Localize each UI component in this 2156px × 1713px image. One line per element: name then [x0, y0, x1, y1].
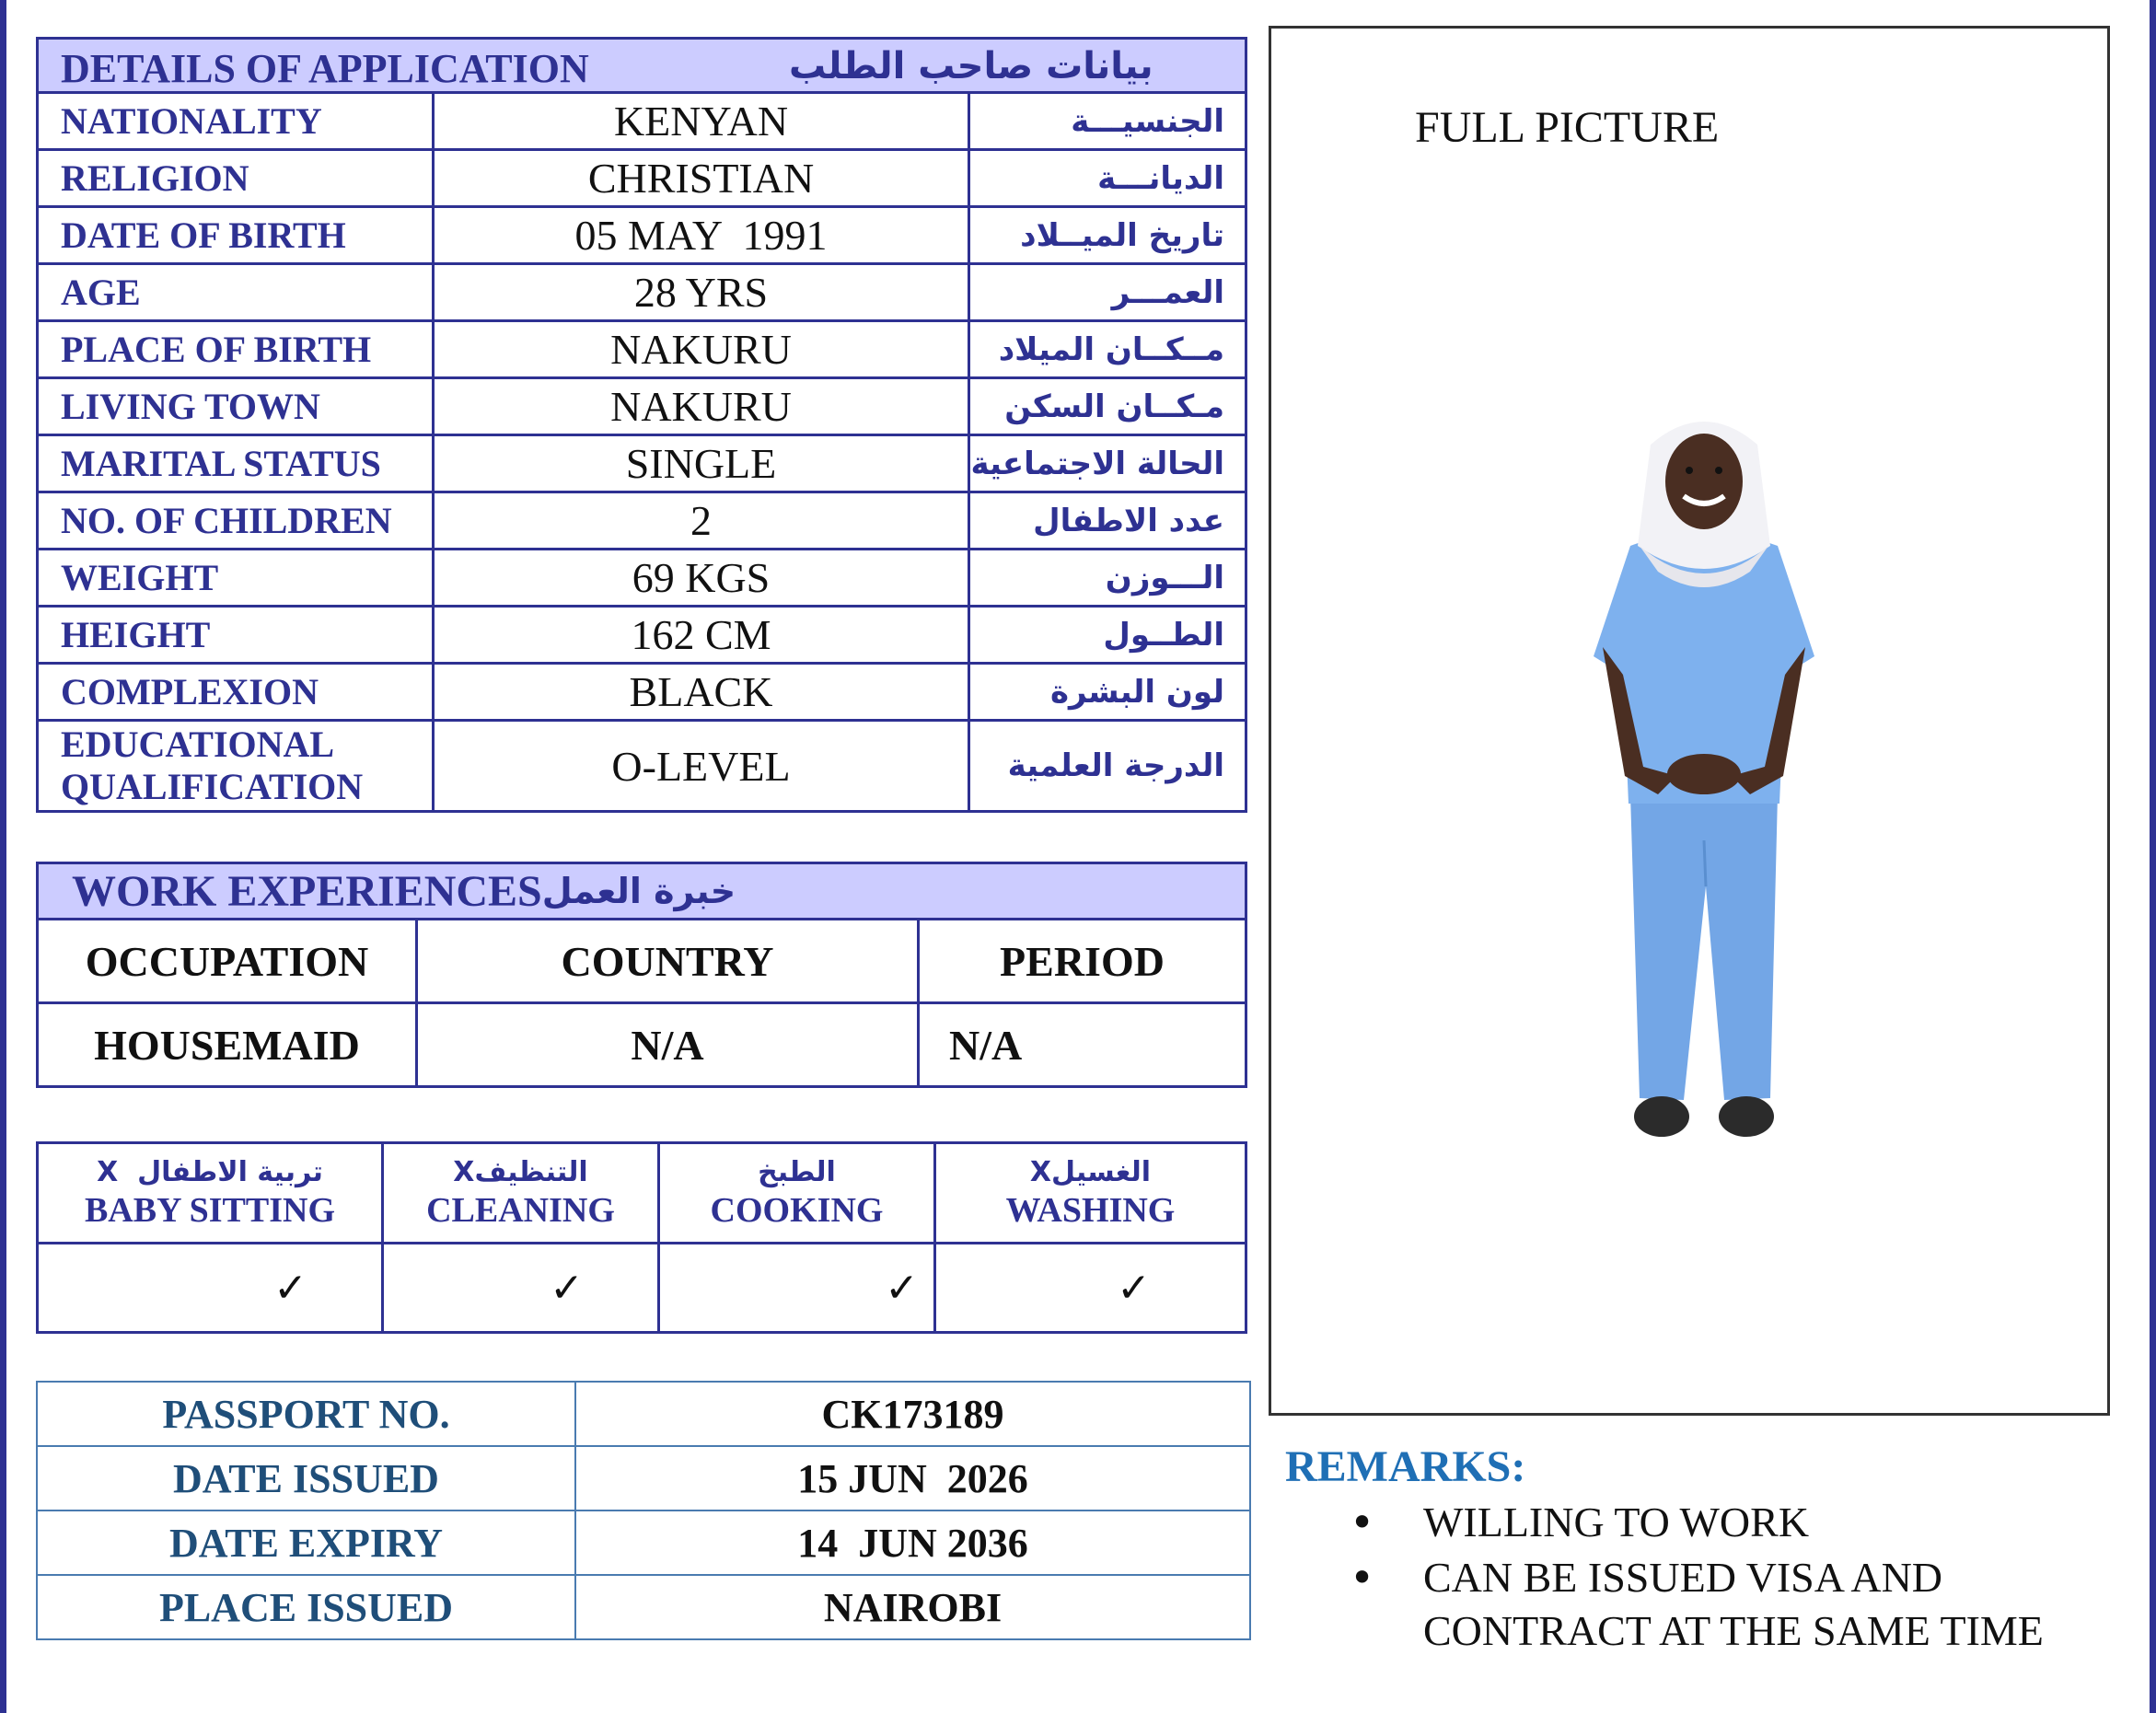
details-row-height — [39, 608, 1245, 665]
skill-cleaning — [384, 1144, 660, 1242]
details-row-place-of-birth — [39, 322, 1245, 379]
occupation-value: HOUSEMAID — [39, 1004, 418, 1085]
skill-label-ar: الطبخ — [758, 1155, 836, 1188]
passport-value: 15 JUN 2026 — [797, 1455, 1028, 1501]
details-row-religion — [39, 151, 1245, 208]
row-label-ar: الجنسيـــة — [1071, 102, 1224, 140]
period-header: PERIOD — [1000, 937, 1165, 985]
row-label-ar: الدرجة العلمية — [1007, 747, 1224, 784]
left-page-border — [0, 0, 6, 1713]
row-label-ar: الـــوزن — [1105, 559, 1224, 596]
skills-header-row — [39, 1144, 1245, 1244]
row-label-ar: لون البشرة — [1049, 673, 1224, 711]
details-row-age — [39, 265, 1245, 322]
row-value: 28 YRS — [435, 265, 970, 319]
row-label: NATIONALITY — [39, 94, 435, 148]
row-label: NO. OF CHILDREN — [39, 493, 435, 548]
details-row-living-town — [39, 379, 1245, 436]
country-header: COUNTRY — [418, 920, 920, 1001]
row-label-ar: مـكــان السكن — [1004, 388, 1224, 425]
occupation-header: OCCUPATION — [39, 920, 418, 1001]
row-label: LIVING TOWN — [39, 379, 435, 434]
row-value: 69 KGS — [435, 550, 970, 605]
right-page-border — [2150, 0, 2156, 1713]
row-label: HEIGHT — [39, 608, 435, 662]
checkmark-icon: ✓ — [660, 1244, 936, 1331]
country-value: N/A — [418, 1004, 920, 1085]
details-table — [36, 37, 1247, 813]
row-value: SINGLE — [435, 436, 970, 491]
row-label-ar: الحالة الاجتماعية — [970, 445, 1224, 482]
passport-value: NAIROBI — [823, 1584, 1003, 1630]
skill-baby-sitting — [39, 1144, 384, 1242]
full-picture-box — [1269, 26, 2110, 1416]
row-label-ar: الديانـــة — [1097, 159, 1224, 197]
full-picture-label: FULL PICTURE — [1415, 103, 1720, 152]
details-row-marital-status — [39, 436, 1245, 493]
details-header — [39, 40, 1245, 94]
row-label: WEIGHT — [39, 550, 435, 605]
row-label-ar: الطــول — [1103, 616, 1224, 654]
row-label: MARITAL STATUS — [39, 436, 435, 491]
person-photo — [1566, 408, 1842, 1172]
details-title-ar: بيانات صاحب الطلب — [789, 45, 1153, 87]
row-value: NAKURU — [435, 322, 970, 376]
details-title-en: DETAILS OF APPLICATION — [61, 46, 589, 91]
details-row-children — [39, 493, 1245, 550]
row-value: 2 — [435, 493, 970, 548]
checkmark-icon: ✓ — [39, 1244, 384, 1331]
passport-label: PASSPORT NO. — [38, 1383, 576, 1445]
skill-cooking — [660, 1144, 936, 1242]
row-value: 05 MAY 1991 — [435, 208, 970, 262]
row-label-ar: تاريخ الميــلاد — [1020, 216, 1224, 254]
passport-row — [38, 1383, 1249, 1447]
remark-item — [1350, 1551, 2132, 1658]
work-column-headers — [39, 920, 1245, 1004]
skill-label-ar: تربية الاطفال — [137, 1155, 323, 1188]
skill-label-ar: الغسيل — [1051, 1155, 1152, 1188]
passport-label: PLACE ISSUED — [38, 1576, 576, 1638]
remark-item — [1350, 1496, 2132, 1549]
checkmark-icon: ✓ — [1117, 1264, 1151, 1312]
bullet-icon: • — [1350, 1553, 1375, 1603]
remarks-list — [1350, 1496, 2132, 1660]
checkmark-icon: ✓ — [384, 1244, 660, 1331]
skills-table — [36, 1141, 1247, 1334]
skill-mark: X — [1029, 1155, 1052, 1188]
passport-value: CK173189 — [821, 1391, 1004, 1437]
row-value: BLACK — [435, 665, 970, 719]
skill-label-en: BABY SITTING — [84, 1190, 336, 1230]
row-label: PLACE OF BIRTH — [39, 322, 435, 376]
row-label: RELIGION — [39, 151, 435, 205]
skill-label-en: WASHING — [1005, 1190, 1176, 1230]
skill-mark: X — [453, 1155, 475, 1188]
work-title-en: WORK EXPERIENCES — [72, 866, 542, 916]
remarks-title: REMARKS: — [1285, 1442, 1526, 1491]
bullet-icon: • — [1350, 1498, 1375, 1547]
details-row-weight — [39, 550, 1245, 608]
passport-row — [38, 1511, 1249, 1576]
row-label-ar: العمـــر — [1111, 273, 1224, 311]
row-value: O-LEVEL — [435, 722, 970, 810]
passport-table — [36, 1381, 1251, 1640]
row-label: DATE OF BIRTH — [39, 208, 435, 262]
skill-label-ar: التنظيف — [474, 1155, 588, 1188]
remark-text: WILLING TO WORK — [1423, 1499, 1810, 1545]
passport-value: 14 JUN 2036 — [797, 1520, 1028, 1566]
period-value: N/A — [949, 1021, 1023, 1069]
passport-row — [38, 1447, 1249, 1511]
row-value: CHRISTIAN — [435, 151, 970, 205]
work-entry-row — [39, 1004, 1245, 1085]
skill-label-en: CLEANING — [426, 1190, 615, 1230]
work-header — [39, 864, 1245, 920]
skills-check-row — [39, 1244, 1245, 1331]
details-row-complexion — [39, 665, 1245, 722]
passport-label: DATE EXPIRY — [38, 1511, 576, 1574]
details-row-date-of-birth — [39, 208, 1245, 265]
row-value: NAKURU — [435, 379, 970, 434]
row-label: EDUCATIONAL QUALIFICATION — [39, 722, 435, 810]
details-row-nationality — [39, 94, 1245, 151]
row-label: AGE — [39, 265, 435, 319]
skill-label-en: COOKING — [710, 1190, 884, 1230]
skill-washing — [936, 1144, 1245, 1242]
work-experience-table — [36, 862, 1247, 1088]
passport-label: DATE ISSUED — [38, 1447, 576, 1510]
row-label: COMPLEXION — [39, 665, 435, 719]
row-label-ar: عدد الاطفال — [1033, 502, 1224, 539]
details-row-education — [39, 722, 1245, 810]
passport-row — [38, 1576, 1249, 1638]
skill-mark: X — [97, 1155, 119, 1188]
row-value: KENYAN — [435, 94, 970, 148]
remark-text: CAN BE ISSUED VISA AND CONTRACT AT THE SAME TIME — [1423, 1554, 2044, 1654]
row-value: 162 CM — [435, 608, 970, 662]
row-label-ar: مــكــان الميلاد — [998, 330, 1224, 368]
work-title-ar: خبرة العمل — [541, 871, 736, 911]
